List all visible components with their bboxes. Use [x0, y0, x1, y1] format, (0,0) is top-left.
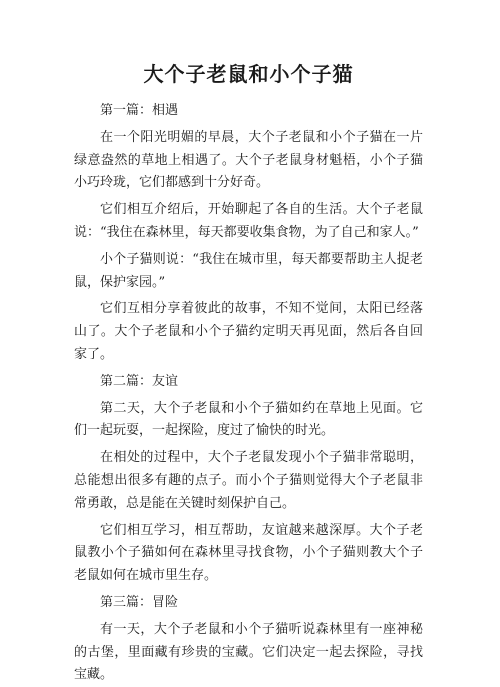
- section-heading: 第二篇：友谊: [100, 373, 179, 389]
- paragraph: 它们相互介绍后，开始聊起了各自的生活。大个子老鼠说：“我住在森林里，每天都要收集食物，为了自己和家人。”: [74, 202, 423, 240]
- section-heading: 第三篇：冒险: [100, 594, 179, 610]
- paragraph: 它们互相分享着彼此的故事，不知不觉间，太阳已经落山了。大个子老鼠和小个子猫约定明天再见面，然后各自回家了。: [74, 301, 423, 362]
- paragraph: 小个子猫则说：“我住在城市里，每天都要帮助主人捉老鼠，保护家园。”: [74, 251, 423, 290]
- document-body: [74, 100, 423, 687]
- paragraph: 在一个阳光明媚的早晨，大个子老鼠和小个子猫在一片绿意盎然的草地上相遇了。大个子老鼠身材魁梧，小个子猫小巧玲珑，它们都感到十分好奇。: [74, 129, 423, 191]
- paragraph: 第二天，大个子老鼠和小个子猫如约在草地上见面。它们一起玩耍，一起探险，度过了愉快的时光。: [74, 400, 423, 439]
- section-heading: 第一篇：相遇: [100, 103, 179, 118]
- paragraph: 在相处的过程中，大个子老鼠发现小个子猫非常聪明，总能想出很多有趣的点子。而小个子猫则觉得大个子老鼠非常勇敢，总是能在关键时刻保护自己。: [74, 450, 423, 511]
- document-title: 大个子老鼠和小个子猫: [143, 62, 354, 86]
- paragraph: 它们相互学习，相互帮助，友谊越来越深厚。大个子老鼠教小个子猫如何在森林里寻找食物，小个子猫则教大个子老鼠如何在城市里生存。: [74, 522, 423, 584]
- paragraph: 有一天，大个子老鼠和小个子猫听说森林里有一座神秘的古堡，里面藏有珍贵的宝藏。它们决定一起去探险，寻找宝藏。: [74, 621, 423, 683]
